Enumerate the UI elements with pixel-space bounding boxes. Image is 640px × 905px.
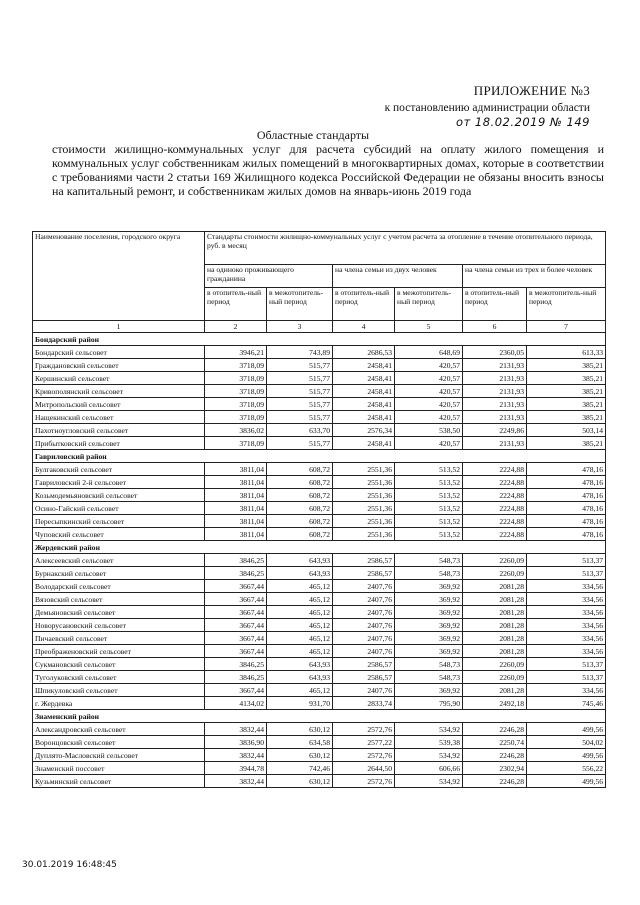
standard-value: 548,73 [395,554,463,567]
standard-value: 2586,57 [333,658,395,671]
standard-value: 2224,88 [463,502,527,515]
standard-value: 3832,44 [205,775,267,788]
table-row [33,684,606,697]
standard-value: 334,56 [527,593,606,606]
table-row [33,645,606,658]
standard-value: 2407,76 [333,684,395,697]
settlement-name: Шпикуловский сельсовет [33,684,205,697]
standard-value: 2260,09 [463,671,527,684]
district-name: Гавриловский район [33,450,606,463]
standard-value: 538,50 [395,424,463,437]
standard-value: 2458,41 [333,437,395,450]
district-row [33,333,606,346]
settlement-name: Туголуковский сельсовет [33,671,205,684]
title-line: Областные стандарты [256,128,370,142]
standard-value: 2360,05 [463,346,527,359]
standard-value: 385,21 [527,372,606,385]
standard-value: 3811,04 [205,476,267,489]
standard-value: 2081,28 [463,684,527,697]
settlement-name: Граждановский сельсовет [33,359,205,372]
standard-value: 499,56 [527,749,606,762]
standard-value: 3846,25 [205,671,267,684]
standard-value: 2551,36 [333,515,395,528]
standard-value: 3718,09 [205,359,267,372]
table-row [33,359,606,372]
print-timestamp: 30.01.2019 16:48:45 [22,860,117,870]
settlement-name: Александровский сельсовет [33,723,205,736]
inter-heating-period-header: в межотопитель-ный период [267,288,333,321]
standard-value: 3667,44 [205,619,267,632]
standard-value: 334,56 [527,619,606,632]
standard-value: 513,37 [527,671,606,684]
standard-value: 2551,36 [333,489,395,502]
table-row [33,489,606,502]
settlement-name: Кривополянский сельсовет [33,385,205,398]
settlement-name: Володарский сельсовет [33,580,205,593]
table-row [33,502,606,515]
standard-value: 2260,09 [463,567,527,580]
table-row [33,385,606,398]
standard-value: 2246,28 [463,749,527,762]
district-name: Бондарский район [33,333,606,346]
column-number: 1 [33,321,205,333]
standard-value: 513,52 [395,476,463,489]
standard-value: 3718,09 [205,437,267,450]
inter-heating-period-header: в межотопитель-ный период [395,288,463,321]
standard-value: 465,12 [267,684,333,697]
standard-value: 504,02 [527,736,606,749]
settlement-name: Новорусановский сельсовет [33,619,205,632]
single-resident-header: на одиноко проживающего гражданина [205,265,333,288]
heating-period-header: в отопитель-ный период [333,288,395,321]
standard-value: 2224,88 [463,489,527,502]
standard-value: 2302,94 [463,762,527,775]
standard-value: 513,52 [395,528,463,541]
standard-value: 643,93 [267,658,333,671]
table-row [33,372,606,385]
standard-value: 743,89 [267,346,333,359]
district-row [33,710,606,723]
column-number: 4 [333,321,395,333]
standard-value: 548,73 [395,658,463,671]
standard-value: 2260,09 [463,658,527,671]
standard-value: 515,77 [267,411,333,424]
table-row [33,606,606,619]
standard-value: 2551,36 [333,502,395,515]
standard-value: 539,38 [395,736,463,749]
table-row [33,658,606,671]
standard-value: 2224,88 [463,515,527,528]
settlement-name: Дуплято-Масловский сельсовет [33,749,205,762]
settlement-name: Чуповский сельсовет [33,528,205,541]
standard-value: 931,70 [267,697,333,710]
table-row [33,554,606,567]
table-row [33,346,606,359]
standard-value: 608,72 [267,489,333,502]
standard-value: 2407,76 [333,632,395,645]
column-number: 2 [205,321,267,333]
standard-value: 2407,76 [333,645,395,658]
standard-value: 2249,86 [463,424,527,437]
standard-value: 2224,88 [463,528,527,541]
standard-value: 465,12 [267,580,333,593]
standard-value: 2131,93 [463,411,527,424]
standard-value: 385,21 [527,437,606,450]
settlement-name: Сукмановский сельсовет [33,658,205,671]
standard-value: 2551,36 [333,476,395,489]
standard-value: 630,12 [267,749,333,762]
standard-value: 465,12 [267,606,333,619]
standard-value: 795,90 [395,697,463,710]
settlement-name: Пичаевский сельсовет [33,632,205,645]
column-number: 3 [267,321,333,333]
standard-value: 2407,76 [333,606,395,619]
standard-value: 3811,04 [205,489,267,502]
standard-value: 613,33 [527,346,606,359]
standard-value: 465,12 [267,593,333,606]
settlement-name: Осино-Гайский сельсовет [33,502,205,515]
standard-value: 608,72 [267,463,333,476]
standard-value: 548,73 [395,567,463,580]
standard-value: 633,70 [267,424,333,437]
standard-value: 2458,41 [333,372,395,385]
inter-heating-period-header: в межотопитель-ный период [527,288,606,321]
standard-value: 608,72 [267,515,333,528]
standards-group-header: Стандарты стоимости жилищно-коммунальных услуг с учетом расчета за отопление в течение отопительного периода, руб. в месяц [205,232,606,265]
settlement-name: Бурнакский сельсовет [33,567,205,580]
settlement-name: Митропольский сельсовет [33,398,205,411]
standard-value: 648,69 [395,346,463,359]
standard-value: 2246,28 [463,723,527,736]
standard-value: 2577,22 [333,736,395,749]
standard-value: 334,56 [527,580,606,593]
standard-value: 369,92 [395,684,463,697]
standard-value: 478,16 [527,502,606,515]
district-row [33,450,606,463]
standard-value: 2407,76 [333,580,395,593]
standard-value: 742,46 [267,762,333,775]
standard-value: 3667,44 [205,580,267,593]
standard-value: 420,57 [395,411,463,424]
table-body [33,333,606,788]
standard-value: 334,56 [527,632,606,645]
standard-value: 2644,50 [333,762,395,775]
standard-value: 385,21 [527,385,606,398]
standard-value: 3846,25 [205,658,267,671]
table-row [33,762,606,775]
table-row [33,593,606,606]
standard-value: 2131,93 [463,398,527,411]
column-number: 5 [395,321,463,333]
standard-value: 2131,93 [463,359,527,372]
appendix-header [385,83,590,129]
table-row [33,398,606,411]
standard-value: 3718,09 [205,411,267,424]
standard-value: 643,93 [267,671,333,684]
standard-value: 3846,25 [205,554,267,567]
standard-value: 478,16 [527,528,606,541]
column-number: 6 [463,321,527,333]
column-number: 7 [527,321,606,333]
standard-value: 630,12 [267,723,333,736]
standard-value: 2131,93 [463,437,527,450]
standard-value: 513,52 [395,515,463,528]
table-row [33,476,606,489]
table-row [33,567,606,580]
district-name: Жердевский район [33,541,606,554]
standard-value: 2576,34 [333,424,395,437]
settlement-name: Алексеевский сельсовет [33,554,205,567]
table-row [33,437,606,450]
standard-value: 2250,74 [463,736,527,749]
table-row [33,580,606,593]
standard-value: 515,77 [267,359,333,372]
standard-value: 369,92 [395,645,463,658]
table-row [33,632,606,645]
standard-value: 3667,44 [205,684,267,697]
resolution-date-number: от 18.02.2019 № 149 [456,115,590,129]
table-row [33,775,606,788]
standard-value: 2081,28 [463,606,527,619]
table-row [33,411,606,424]
standard-value: 534,92 [395,775,463,788]
standard-value: 2572,76 [333,723,395,736]
table-row [33,424,606,437]
standard-value: 420,57 [395,372,463,385]
standard-value: 2081,28 [463,580,527,593]
settlement-name: Преображеновский сельсовет [33,645,205,658]
district-name: Знаменский район [33,710,606,723]
standard-value: 2586,57 [333,567,395,580]
standard-value: 515,77 [267,372,333,385]
standard-value: 420,57 [395,437,463,450]
standard-value: 369,92 [395,632,463,645]
standard-value: 499,56 [527,723,606,736]
table-row [33,749,606,762]
standard-value: 3832,44 [205,723,267,736]
standard-value: 2492,18 [463,697,527,710]
heating-period-header: в отопитель-ный период [205,288,267,321]
settlement-name: Бондарский сельсовет [33,346,205,359]
settlement-name: Кузьминский сельсовет [33,775,205,788]
standard-value: 478,16 [527,476,606,489]
standard-value: 608,72 [267,502,333,515]
standard-value: 465,12 [267,645,333,658]
standard-value: 3718,09 [205,385,267,398]
table-row [33,463,606,476]
settlement-name: Нащекинский сельсовет [33,411,205,424]
settlement-name: Гавриловский 2-й сельсовет [33,476,205,489]
standard-value: 465,12 [267,619,333,632]
table-row [33,671,606,684]
settlement-column-header: Наименование поселения, городского округа [33,232,205,321]
standard-value: 2081,28 [463,645,527,658]
standard-value: 369,92 [395,580,463,593]
resolution-reference: к постановлению администрации области [384,102,590,114]
title-body: стоимости жилищно-коммунальных услуг для расчета субсидий на оплату жилого помещения и коммунальных услуг собственникам жилых помещений в многоквартирных домах, которые в соответствии с требованиями части 2 статьи 169 Жилищного кодекса Российской Федерации не обязаны вносить взносы на капитальный ремонт, и собственникам жилых домов на январь-июнь 2019 года [52,142,604,198]
standard-value: 2246,28 [463,775,527,788]
standard-value: 2131,93 [463,372,527,385]
table-row [33,619,606,632]
standard-value: 513,37 [527,658,606,671]
standard-value: 2224,88 [463,463,527,476]
settlement-name: Булгаковский сельсовет [33,463,205,476]
standard-value: 3836,02 [205,424,267,437]
standards-table [32,231,606,788]
standard-value: 478,16 [527,489,606,502]
standard-value: 2224,88 [463,476,527,489]
standard-value: 503,14 [527,424,606,437]
standard-value: 630,12 [267,775,333,788]
standard-value: 515,77 [267,398,333,411]
standard-value: 745,46 [527,697,606,710]
settlement-name: Прибытковский сельсовет [33,437,205,450]
standard-value: 2572,76 [333,749,395,762]
standard-value: 2458,41 [333,359,395,372]
standard-value: 3718,09 [205,372,267,385]
standard-value: 2407,76 [333,619,395,632]
table-row [33,697,606,710]
standard-value: 420,57 [395,398,463,411]
standard-value: 513,52 [395,463,463,476]
standard-value: 3667,44 [205,606,267,619]
standard-value: 2551,36 [333,528,395,541]
heating-period-header: в отопитель-ный период [463,288,527,321]
standard-value: 548,73 [395,671,463,684]
standard-value: 513,37 [527,567,606,580]
standard-value: 2551,36 [333,463,395,476]
standard-value: 334,56 [527,684,606,697]
settlement-name: г. Жердевка [33,697,205,710]
standard-value: 3836,90 [205,736,267,749]
standard-value: 3944,78 [205,762,267,775]
standard-value: 606,66 [395,762,463,775]
settlement-name: Козьмодемьяновский сельсовет [33,489,205,502]
standard-value: 2081,28 [463,593,527,606]
standard-value: 556,22 [527,762,606,775]
table-row [33,736,606,749]
standard-value: 608,72 [267,476,333,489]
family-of-two-header: на члена семьи из двух человек [333,265,463,288]
table-row [33,528,606,541]
standard-value: 3718,09 [205,398,267,411]
standard-value: 385,21 [527,359,606,372]
settlement-name: Вязовский сельсовет [33,593,205,606]
standard-value: 369,92 [395,606,463,619]
standard-value: 2458,41 [333,411,395,424]
standard-value: 2833,74 [333,697,395,710]
standard-value: 2081,28 [463,632,527,645]
standard-value: 634,58 [267,736,333,749]
standard-value: 385,21 [527,411,606,424]
document-title [52,128,604,198]
standard-value: 2260,09 [463,554,527,567]
table-row [33,723,606,736]
standard-value: 2458,41 [333,385,395,398]
standard-value: 515,77 [267,385,333,398]
standard-value: 643,93 [267,554,333,567]
standard-value: 3811,04 [205,515,267,528]
standard-value: 369,92 [395,593,463,606]
standard-value: 534,92 [395,723,463,736]
standard-value: 3946,21 [205,346,267,359]
standard-value: 334,56 [527,606,606,619]
standard-value: 2572,76 [333,775,395,788]
standard-value: 3667,44 [205,645,267,658]
standard-value: 385,21 [527,398,606,411]
settlement-name: Пахотноугловский сельсовет [33,424,205,437]
standard-value: 534,92 [395,749,463,762]
standard-value: 369,92 [395,619,463,632]
settlement-name: Демьяновский сельсовет [33,606,205,619]
standard-value: 3667,44 [205,632,267,645]
standard-value: 608,72 [267,528,333,541]
standard-value: 2686,53 [333,346,395,359]
standard-value: 515,77 [267,437,333,450]
standard-value: 4134,02 [205,697,267,710]
standard-value: 420,57 [395,359,463,372]
standard-value: 478,16 [527,463,606,476]
standard-value: 2131,93 [463,385,527,398]
standard-value: 3811,04 [205,502,267,515]
standard-value: 643,93 [267,567,333,580]
standard-value: 3667,44 [205,593,267,606]
standard-value: 2081,28 [463,619,527,632]
standard-value: 3811,04 [205,528,267,541]
standard-value: 2586,57 [333,671,395,684]
standard-value: 465,12 [267,632,333,645]
standard-value: 2458,41 [333,398,395,411]
standard-value: 334,56 [527,645,606,658]
settlement-name: Знаменский поссовет [33,762,205,775]
standard-value: 2586,57 [333,554,395,567]
standard-value: 478,16 [527,515,606,528]
standard-value: 3832,44 [205,749,267,762]
settlement-name: Кершинский сельсовет [33,372,205,385]
district-row [33,541,606,554]
standard-value: 499,56 [527,775,606,788]
family-of-three-header: на члена семьи из трех и более человек [463,265,606,288]
standard-value: 513,37 [527,554,606,567]
settlement-name: Пересыпкинский сельсовет [33,515,205,528]
standard-value: 2407,76 [333,593,395,606]
standard-value: 420,57 [395,385,463,398]
standard-value: 3846,25 [205,567,267,580]
standard-value: 3811,04 [205,463,267,476]
standard-value: 513,52 [395,502,463,515]
settlement-name: Воронцовский сельсовет [33,736,205,749]
table-row [33,515,606,528]
standard-value: 513,52 [395,489,463,502]
appendix-number: ПРИЛОЖЕНИЕ №3 [473,83,590,98]
